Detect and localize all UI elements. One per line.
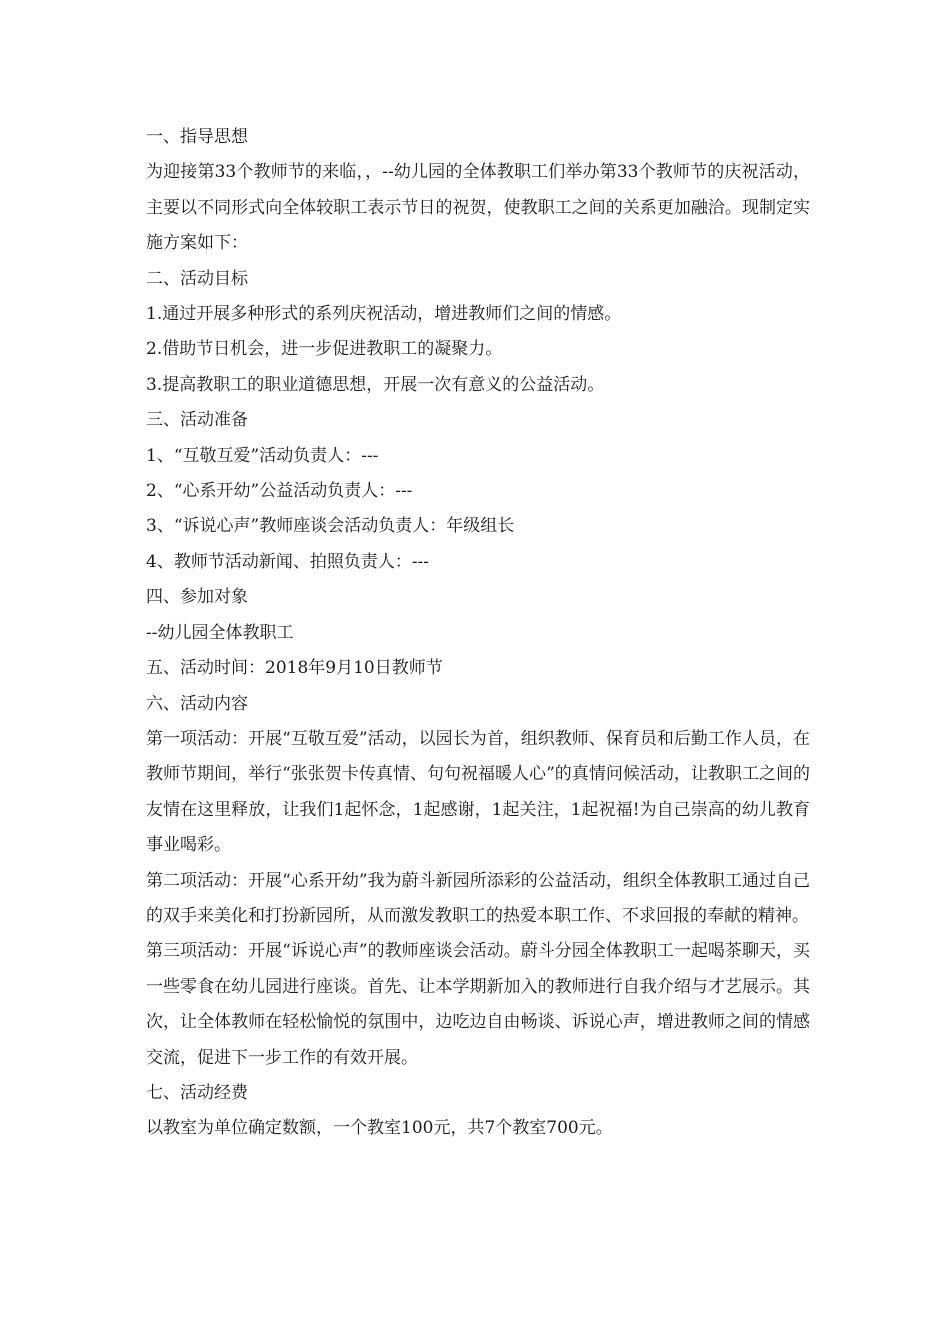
goal-item-2: 2.借助节日机会，进一步促进教职工的凝聚力。 xyxy=(146,339,503,360)
preparation-item-3: 3、“诉说心声”教师座谈会活动负责人：年级组长 xyxy=(146,516,515,537)
section-heading-activity-content: 六、活动内容 xyxy=(146,693,248,714)
section-heading-activity-goals: 二、活动目标 xyxy=(146,268,248,289)
preparation-item-4: 4、教师节活动新闻、拍照负责人：--- xyxy=(146,551,430,572)
activity-paragraph-2: 第二项活动：开展“心系开幼”我为蔚斗新园所添彩的公益活动，组织全体教职工通过自己的双手来美化和打扮新园所，从而激发教职工的热爱本职工作、不求回报的奉献的精神。 xyxy=(146,870,810,926)
section-heading-guiding-ideology: 一、指导思想 xyxy=(146,127,248,147)
participants-text: --幼儿园全体教职工 xyxy=(146,622,294,643)
section-heading-activity-budget: 七、活动经费 xyxy=(146,1082,248,1103)
section-heading-activity-preparation: 三、活动准备 xyxy=(146,410,248,431)
document-body xyxy=(146,120,810,1147)
budget-text: 以教室为单位确定数额，一个教室100元，共7个教室700元。 xyxy=(146,1118,613,1139)
preparation-item-1: 1、“互敬互爱”活动负责人：--- xyxy=(146,445,379,466)
section-heading-activity-time: 五、活动时间：2018年9月10日教师节 xyxy=(146,658,443,679)
intro-paragraph: 为迎接第33个教师节的来临，，--幼儿园的全体教职工们举办第33个教师节的庆祝活动，主要以不同形式向全体较职工表示节日的祝贺，使教职工之间的关系更加融洽。现制定实施方案如下： xyxy=(146,162,810,254)
preparation-item-2: 2、“心系开幼”公益活动负责人：--- xyxy=(146,481,413,502)
activity-paragraph-1: 第一项活动：开展“互敬互爱”活动，以园长为首，组织教师、保育员和后勤工作人员，在教师节期间，举行“张张贺卡传真情、句句祝福暖人心”的真情问候活动，让教职工之间的友情在这里释放，让我们1起怀念，1起感谢，1起关注，1起祝福!为自己崇高的幼儿教育事业喝彩。 xyxy=(146,728,810,856)
section-heading-participants: 四、参加对象 xyxy=(146,587,248,608)
goal-item-1: 1.通过开展多种形式的系列庆祝活动，增进教师们之间的情感。 xyxy=(146,304,622,325)
activity-paragraph-3: 第三项活动：开展“诉说心声”的教师座谈会活动。蔚斗分园全体教职工一起喝茶聊天，买一些零食在幼儿园进行座谈。首先、让本学期新加入的教师进行自我介绍与才艺展示。其次，让全体教师在轻松愉悦的氛围中，边吃边自由畅谈、诉说心声，增进教师之间的情感交流，促进下一步工作的有效开展。 xyxy=(146,941,810,1068)
goal-item-3: 3.提高教职工的职业道德思想，开展一次有意义的公益活动。 xyxy=(146,374,605,395)
